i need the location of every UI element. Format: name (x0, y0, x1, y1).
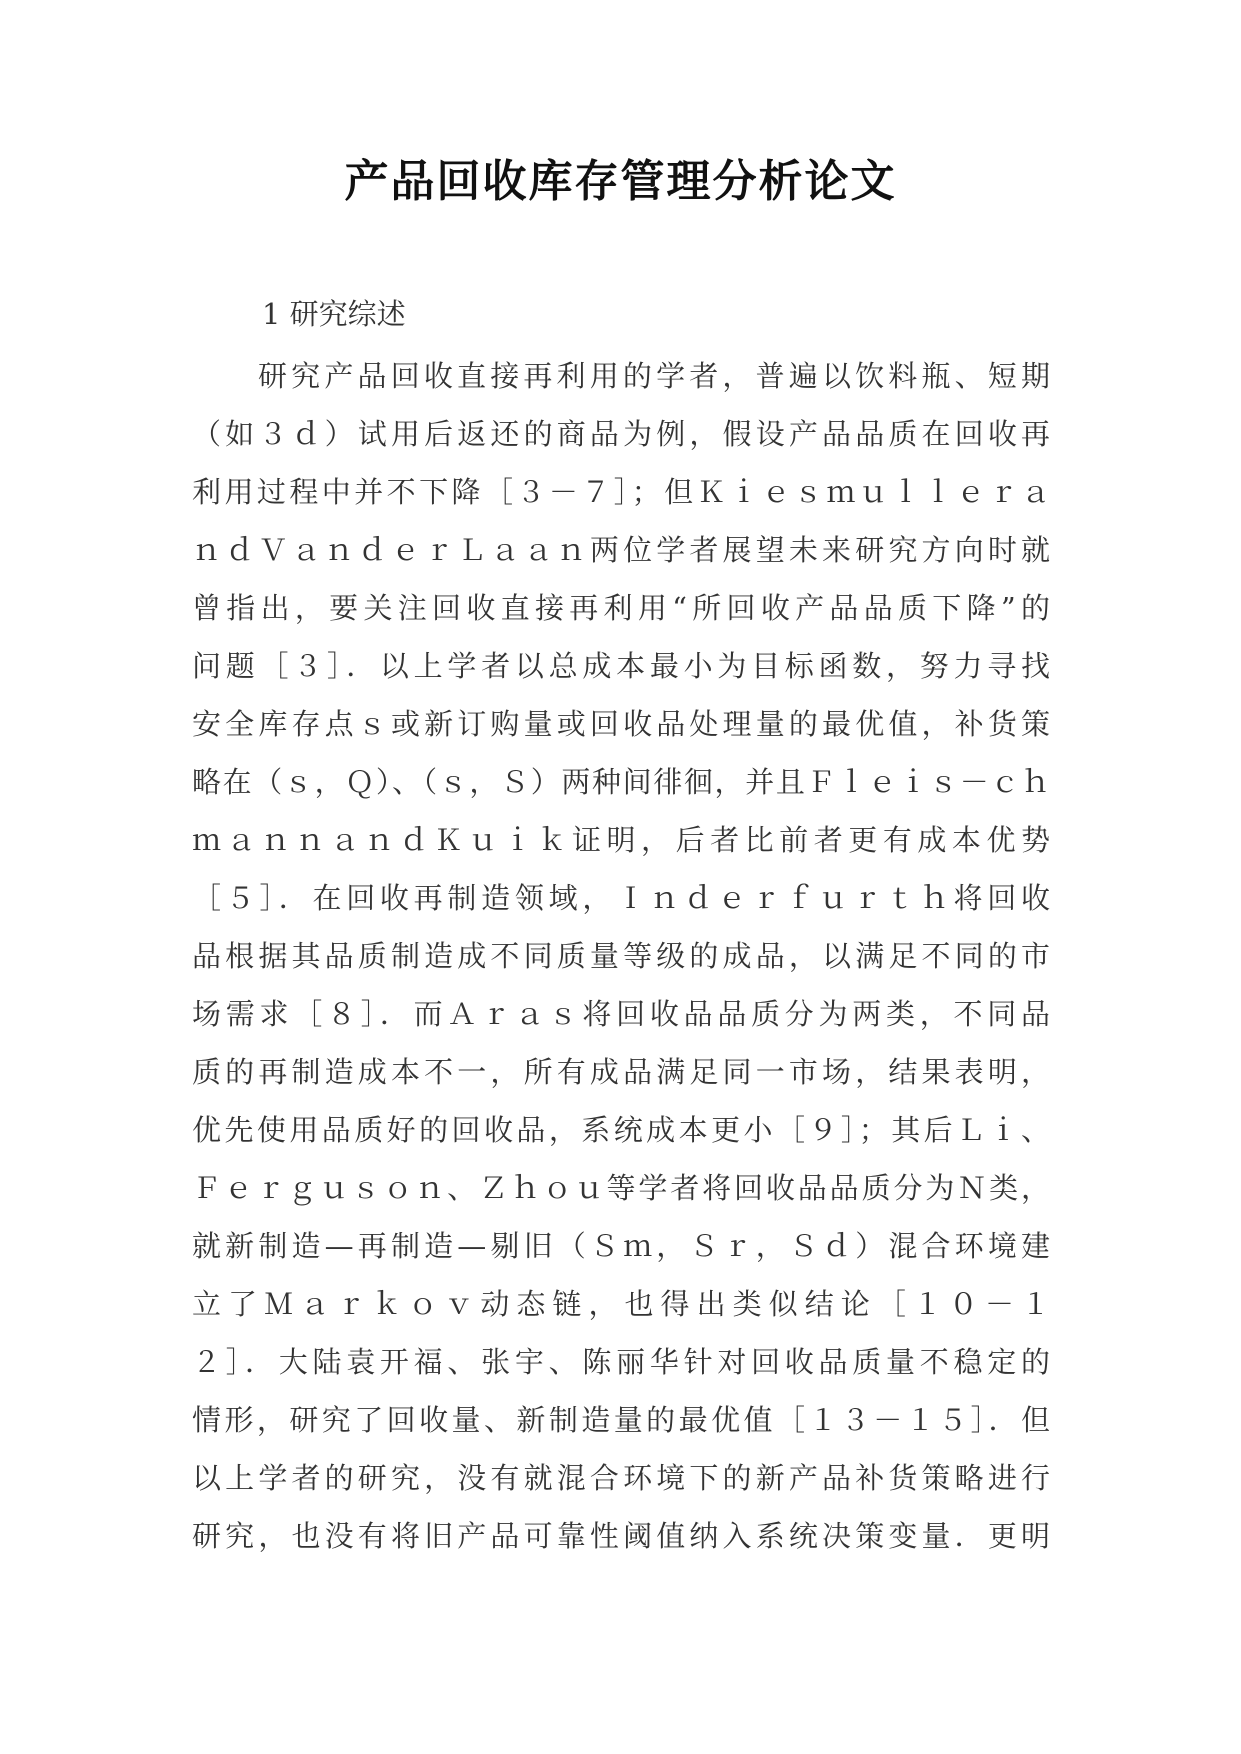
paragraph-line: 就新制造—再制造—剔旧（Ｓｍ，Ｓｒ，Ｓｄ）混合环境建 (192, 1229, 1050, 1263)
paragraph-line: ２］．大陆袁开福、张宇、陈丽华针对回收品质量不稳定的 (192, 1345, 1050, 1379)
paragraph-line: ｍａｎｎａｎｄＫｕｉｋ证明，后者比前者更有成本优势 (192, 823, 1050, 857)
paragraph-line: Ｆｅｒｇｕｓｏｎ、Ｚｈｏｕ等学者将回收品品质分为Ｎ类， (192, 1171, 1050, 1205)
body-paragraph (192, 347, 1050, 1565)
paragraph-line: （如３ｄ）试用后返还的商品为例，假设产品品质在回收再 (192, 417, 1050, 451)
paragraph-line: 问题［３］．以上学者以总成本最小为目标函数，努力寻找 (192, 649, 1050, 683)
paragraph-line: 安全库存点ｓ或新订购量或回收品处理量的最优值，补货策 (192, 707, 1050, 741)
paragraph-line: 研究产品回收直接再利用的学者，普遍以饮料瓶、短期 (258, 359, 1050, 393)
paragraph-line: 品根据其品质制造成不同质量等级的成品，以满足不同的市 (192, 939, 1050, 973)
section-heading: 1 研究综述 (262, 297, 406, 331)
paragraph-line: 利用过程中并不下降［３－７］；但Ｋｉｅｓｍｕｌｌｅｒａ (192, 475, 1050, 509)
paragraph-line: 质的再制造成本不一，所有成品满足同一市场，结果表明， (192, 1055, 1050, 1089)
paragraph-line: 略在（ｓ，Ｑ）、（ｓ，Ｓ）两种间徘徊，并且Ｆｌｅｉｓ－ｃｈ (192, 765, 1050, 799)
paragraph-line: ｎｄＶａｎｄｅｒＬａａｎ两位学者展望未来研究方向时就 (192, 533, 1050, 567)
paragraph-line: 场需求［８］．而Ａｒａｓ将回收品品质分为两类，不同品 (192, 997, 1050, 1031)
paragraph-line: 优先使用品质好的回收品，系统成本更小［９］；其后Ｌｉ、 (192, 1113, 1050, 1147)
paragraph-line: ［５］．在回收再制造领域，Ｉｎｄｅｒｆｕｒｔｈ将回收 (192, 881, 1050, 915)
paragraph-line: 曾指出，要关注回收直接再利用“所回收产品品质下降”的 (192, 591, 1050, 625)
paragraph-line: 研究，也没有将旧产品可靠性阈值纳入系统决策变量．更明 (192, 1519, 1050, 1553)
paragraph-line: 以上学者的研究，没有就混合环境下的新产品补货策略进行 (192, 1461, 1050, 1495)
paragraph-line: 情形，研究了回收量、新制造量的最优值［１３－１５］．但 (192, 1403, 1050, 1437)
paragraph-line: 立了Ｍａｒｋｏｖ动态链，也得出类似结论［１０－１ (192, 1287, 1050, 1321)
document-title: 产品回收库存管理分析论文 (344, 156, 897, 207)
